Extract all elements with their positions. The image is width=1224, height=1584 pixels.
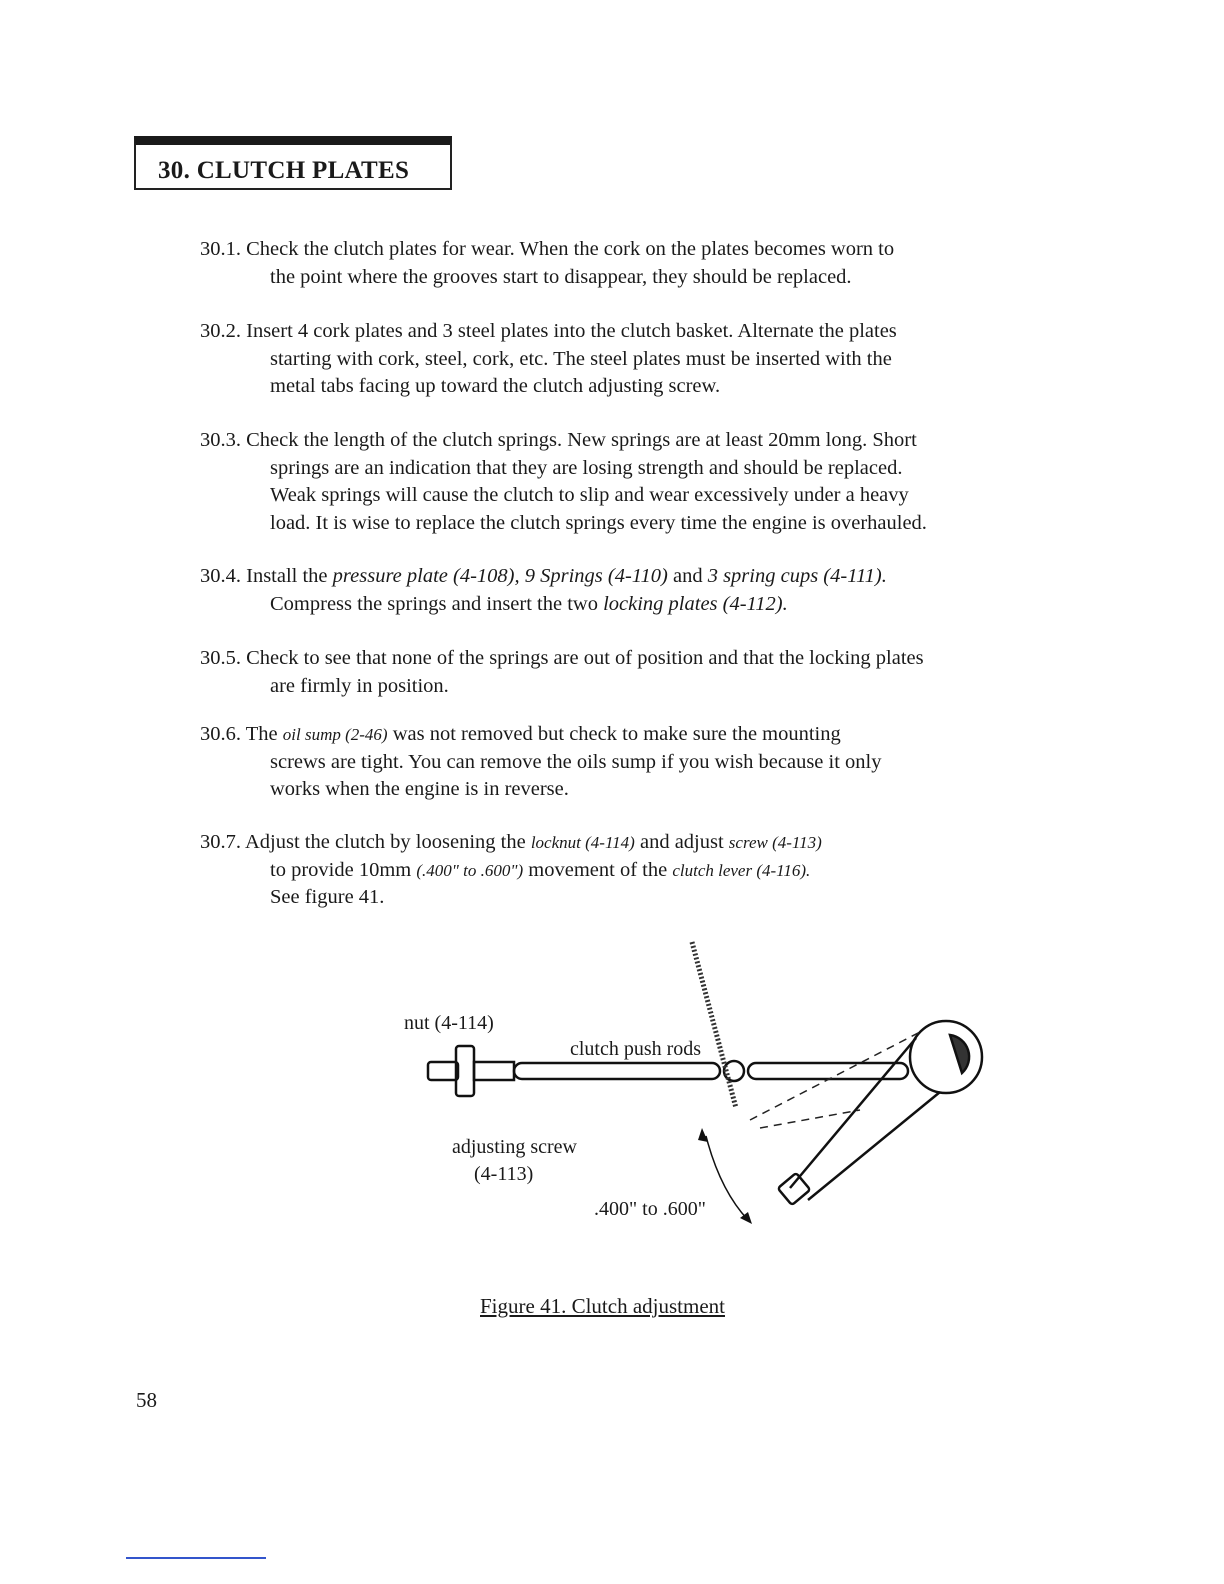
section-title: 30. CLUTCH PLATES xyxy=(158,157,410,184)
measurement-reference: (.400" to .600") xyxy=(416,860,524,880)
step-text: Weak springs will cause the clutch to slip and wear excessively under a heavy xyxy=(270,484,909,506)
step-text: movement of the xyxy=(523,858,673,881)
step-text: are firmly in position. xyxy=(270,674,449,697)
step-text: starting with cork, steel, cork, etc. The steel plates must be inserted with the xyxy=(270,347,892,370)
label-adjusting-screw: adjusting screw xyxy=(452,1136,577,1158)
measurement-arc xyxy=(706,1136,748,1220)
step-number: 30.4. xyxy=(200,565,241,587)
step-text: and adjust xyxy=(634,831,729,853)
push-rod-left xyxy=(514,1063,720,1079)
step-text: was not removed but check to make sure the mounting xyxy=(387,723,841,745)
step-30-6 xyxy=(200,721,1030,804)
step-text: Install the xyxy=(246,565,333,587)
step-30-1 xyxy=(200,236,1030,291)
label-adjusting-screw-number: (4-113) xyxy=(474,1163,534,1185)
step-number: 30.2. xyxy=(200,320,241,342)
step-number: 30.6. xyxy=(200,723,241,745)
step-line xyxy=(200,591,1030,619)
part-reference: pressure plate (4-108), 9 Springs (4-110) xyxy=(332,565,668,587)
part-reference: screw (4-113) xyxy=(728,833,822,852)
step-number: 30.1. xyxy=(200,238,241,260)
moved-position-line xyxy=(750,1032,920,1120)
step-text: and xyxy=(667,565,708,587)
screw-thread-section xyxy=(474,1062,514,1080)
step-30-5 xyxy=(200,645,1030,700)
step-30-3 xyxy=(200,427,1030,537)
moved-position-line xyxy=(760,1110,860,1128)
step-text: Check the clutch plates for wear. When the cork on the plates becomes worn to xyxy=(246,238,895,260)
screw-thread-end xyxy=(428,1062,458,1080)
part-reference: 3 spring cups (4-111). xyxy=(707,565,887,587)
clutch-adjustment-figure xyxy=(390,930,1010,1250)
step-number: 30.5. xyxy=(200,647,241,669)
label-push-rods: clutch push rods xyxy=(570,1038,702,1060)
step-30-2 xyxy=(200,318,1030,401)
step-30-4 xyxy=(200,563,1030,618)
lever-hatched-section xyxy=(950,1035,969,1073)
footer-rule xyxy=(126,1557,266,1559)
part-reference: oil sump (2-46) xyxy=(282,725,388,744)
arrowhead-icon xyxy=(698,1128,708,1142)
figure-caption: Figure 41. Clutch adjustment xyxy=(480,1294,725,1318)
step-text: works when the engine is in reverse. xyxy=(270,778,569,800)
step-text: load. It is wise to replace the clutch springs every time the engine is overhauled. xyxy=(270,511,927,534)
step-text: The xyxy=(241,723,283,745)
step-text: springs are an indication that they are losing strength and should be replaced. xyxy=(270,456,903,479)
label-range: .400" to .600" xyxy=(594,1198,706,1220)
step-line xyxy=(200,857,1030,885)
step-text: metal tabs facing up toward the clutch adjusting screw. xyxy=(270,375,721,397)
clutch-cable xyxy=(692,942,736,1108)
step-text: See figure 41. xyxy=(270,886,385,908)
step-text: Check to see that none of the springs are out of position and that the locking plates xyxy=(246,647,924,669)
lever-arm-edge xyxy=(790,1038,916,1188)
page-number: 58 xyxy=(136,1388,157,1412)
label-nut: nut (4-114) xyxy=(404,1012,494,1034)
step-text: Compress the springs and insert the two xyxy=(270,592,604,615)
lever-end-block xyxy=(778,1173,811,1205)
step-text: Check the length of the clutch springs. New springs are at least 20mm long. Short xyxy=(246,429,917,451)
step-number: 30.7. xyxy=(200,831,241,853)
step-number: 30.3. xyxy=(200,429,241,451)
part-reference: locking plates (4-112). xyxy=(603,592,788,615)
step-text: to provide 10mm xyxy=(270,858,417,881)
step-text: Insert 4 cork plates and 3 steel plates into the clutch basket. Alternate the plates xyxy=(246,320,897,342)
lever-arm-edge xyxy=(808,1092,940,1200)
lever-pivot-circle xyxy=(910,1021,982,1093)
part-reference: clutch lever (4-116). xyxy=(672,860,811,880)
step-text: Adjust the clutch by loosening the xyxy=(241,831,531,853)
step-text: screws are tight. You can remove the oils sump if you wish because it only xyxy=(270,750,882,773)
step-text: the point where the grooves start to disappear, they should be replaced. xyxy=(270,265,852,288)
step-30-7 xyxy=(200,829,1030,912)
part-reference: locknut (4-114) xyxy=(530,833,635,852)
